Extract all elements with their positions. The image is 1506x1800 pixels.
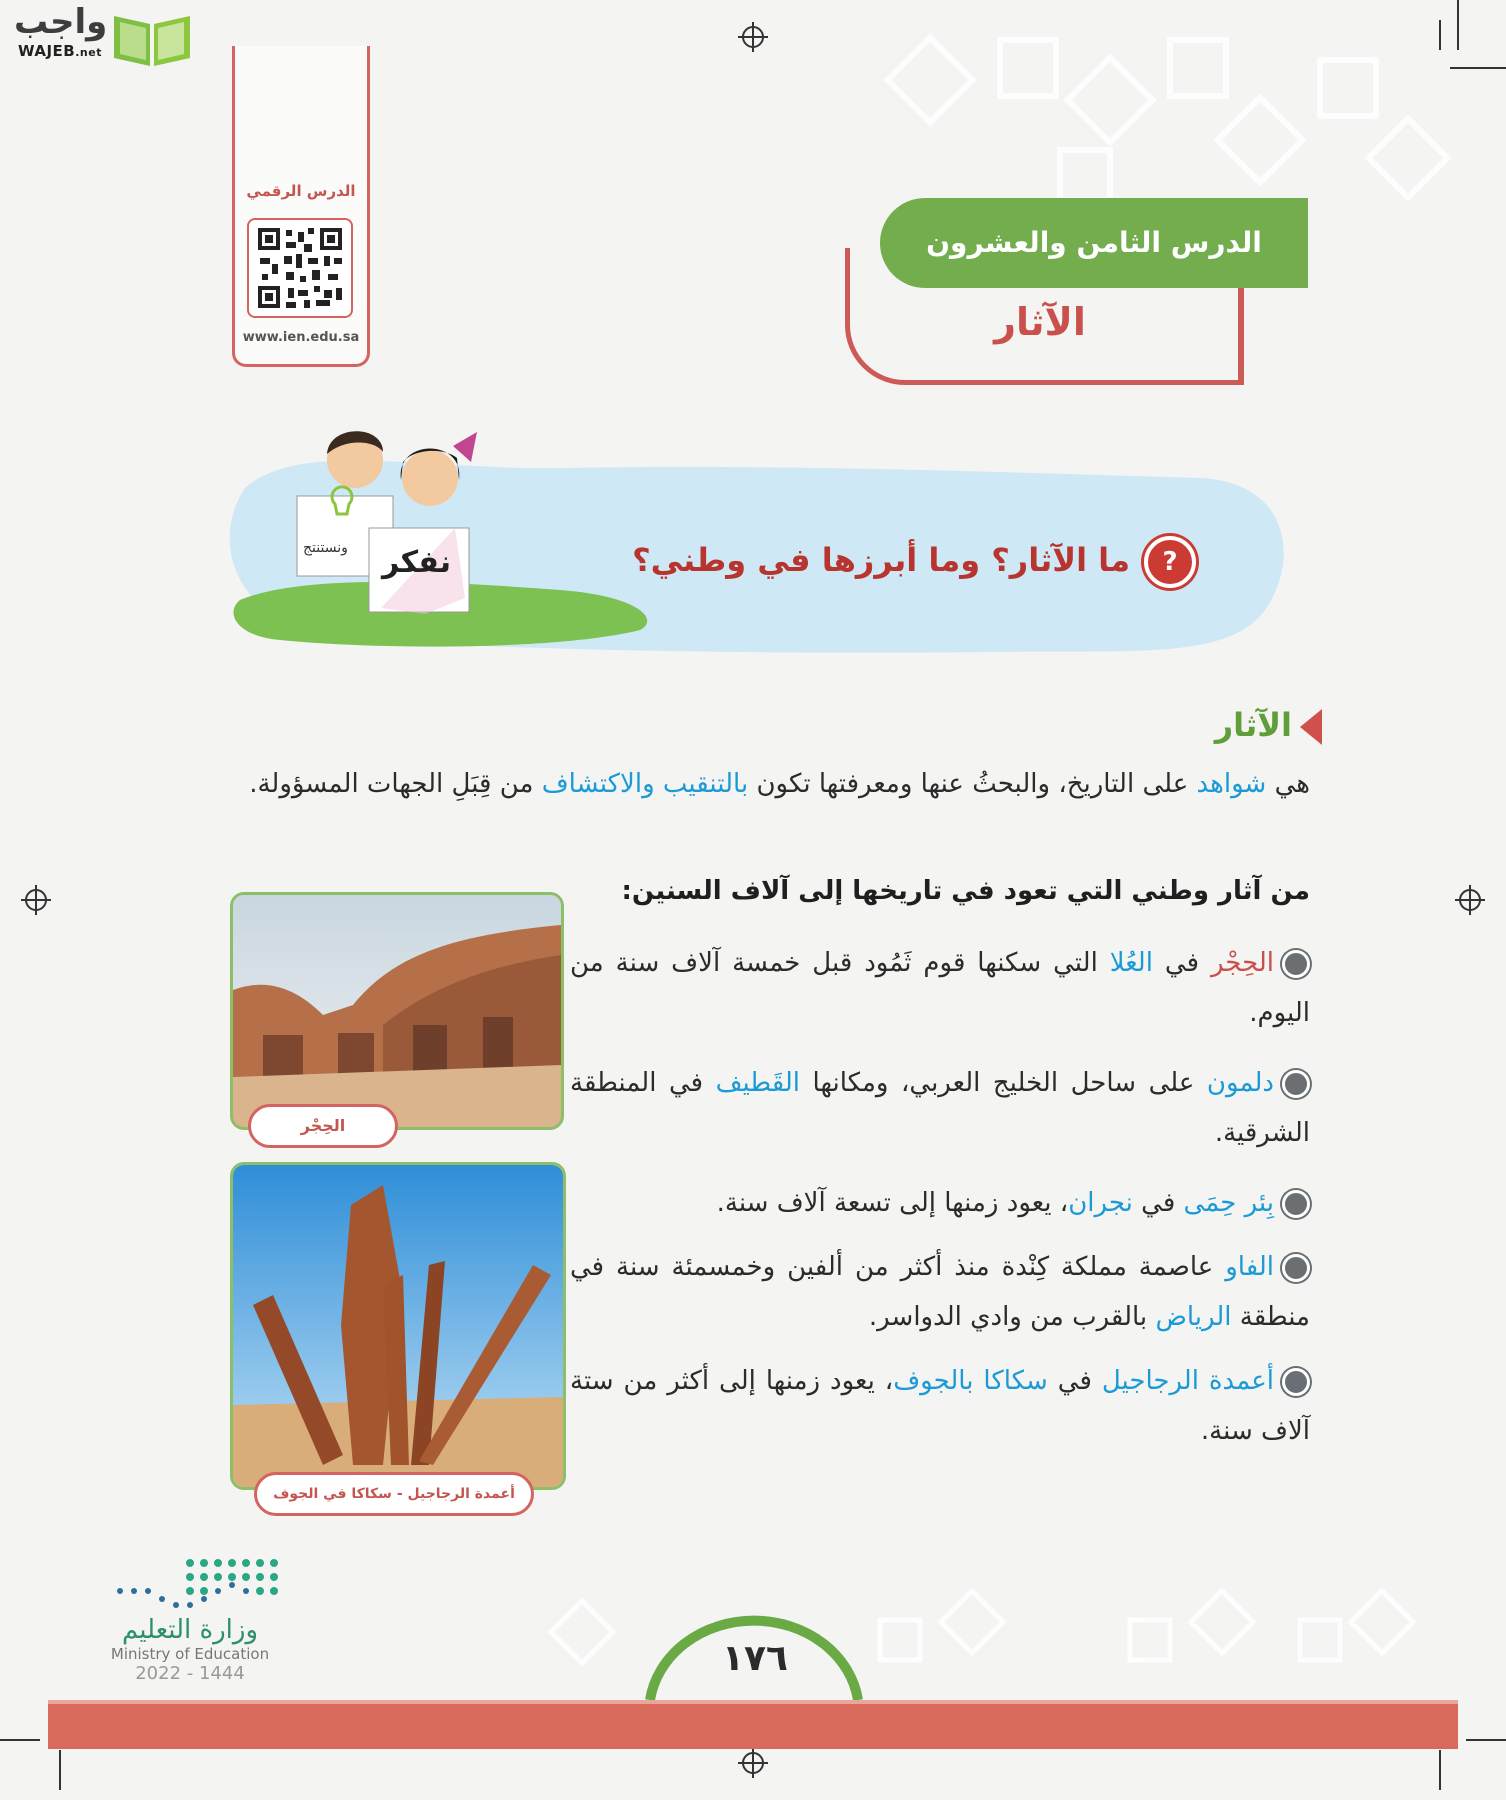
qr-code-icon (258, 228, 342, 308)
digital-lesson-box (232, 46, 370, 367)
keyword: شواهد (1196, 769, 1267, 799)
digital-lesson-label: الدرس الرقمي (246, 182, 356, 200)
photo-caption: أعمدة الرجاجيل - سكاكا في الجوف (254, 1472, 534, 1516)
keyword: بالتنقيب والاكتشاف (541, 769, 749, 799)
question-icon: ? (1144, 536, 1196, 588)
logo-arabic: واجب (14, 2, 108, 42)
sign-left: ونستنتج (303, 540, 348, 556)
footer-bar (48, 1703, 1458, 1749)
qr-url[interactable]: www.ien.edu.sa (242, 330, 360, 345)
lesson-number-banner: الدرس الثامن والعشرون (880, 198, 1308, 288)
wajeb-logo[interactable] (8, 4, 193, 66)
sign-right: نفكر (382, 545, 451, 580)
photo-caption: الحِجْر (248, 1104, 398, 1148)
arrow-icon (1300, 709, 1322, 745)
ministry-logo (100, 1555, 280, 1684)
kids-illustration (285, 418, 495, 628)
ministry-arabic: وزارة التعليم (121, 1615, 259, 1645)
logo-latin: WAJEB.net (18, 42, 102, 60)
section-heading: الآثار (1215, 706, 1322, 745)
bullet-icon (1282, 1070, 1310, 1098)
rajajil-image (233, 1165, 563, 1487)
book-icon (110, 6, 194, 68)
list-item: بِئر حِمَى في نجران، يعود زمنها إلى تسعة آلاف سنة. (570, 1178, 1310, 1228)
edition-year: 2022 - 1444 (135, 1663, 245, 1684)
bullet-icon (1282, 950, 1310, 978)
list-item: الحِجْر في العُلا التي سكنها قوم ثَمُود قبل خمسة آلاف سنة من اليوم. (570, 948, 1310, 1028)
list-item: الفاو عاصمة مملكة كِنْدة منذ أكثر من ألفين وخمسمئة سنة في منطقة الرياض بالقرب من وادي الدواسر. (570, 1252, 1310, 1332)
subheading: من آثار وطني التي تعود في تاريخها إلى آلاف السنين: (621, 876, 1310, 906)
list-item: أعمدة الرجاجيل في سكاكا بالجوف، يعود زمنها إلى أكثر من ستة آلاف سنة. (570, 1366, 1310, 1446)
photo-rajajil (230, 1162, 566, 1490)
hegra-image (233, 895, 561, 1127)
bullet-icon (1282, 1368, 1310, 1396)
list-item: دلمون على ساحل الخليج العربي، ومكانها القَطيف في المنطقة الشرقية. (570, 1068, 1310, 1148)
photo-hegra (230, 892, 564, 1130)
lesson-title: الآثار (994, 300, 1086, 344)
qr-code[interactable] (247, 218, 353, 318)
page-number: ١٧٦ (722, 1638, 788, 1679)
ministry-english: Ministry of Education (110, 1645, 270, 1663)
ministry-dots-icon (100, 1555, 280, 1611)
think-question: ?ما الآثار؟ وما أبرزها في وطني؟ (632, 536, 1196, 588)
bullet-icon (1282, 1254, 1310, 1282)
diamond-pattern-top (888, 38, 1448, 200)
bullet-icon (1282, 1190, 1310, 1218)
definition-paragraph: هي شواهد على التاريخ، والبحثُ عنها ومعرفتها تكون بالتنقيب والاكتشاف من قِبَلِ الجهات المسؤولة. (249, 769, 1310, 799)
